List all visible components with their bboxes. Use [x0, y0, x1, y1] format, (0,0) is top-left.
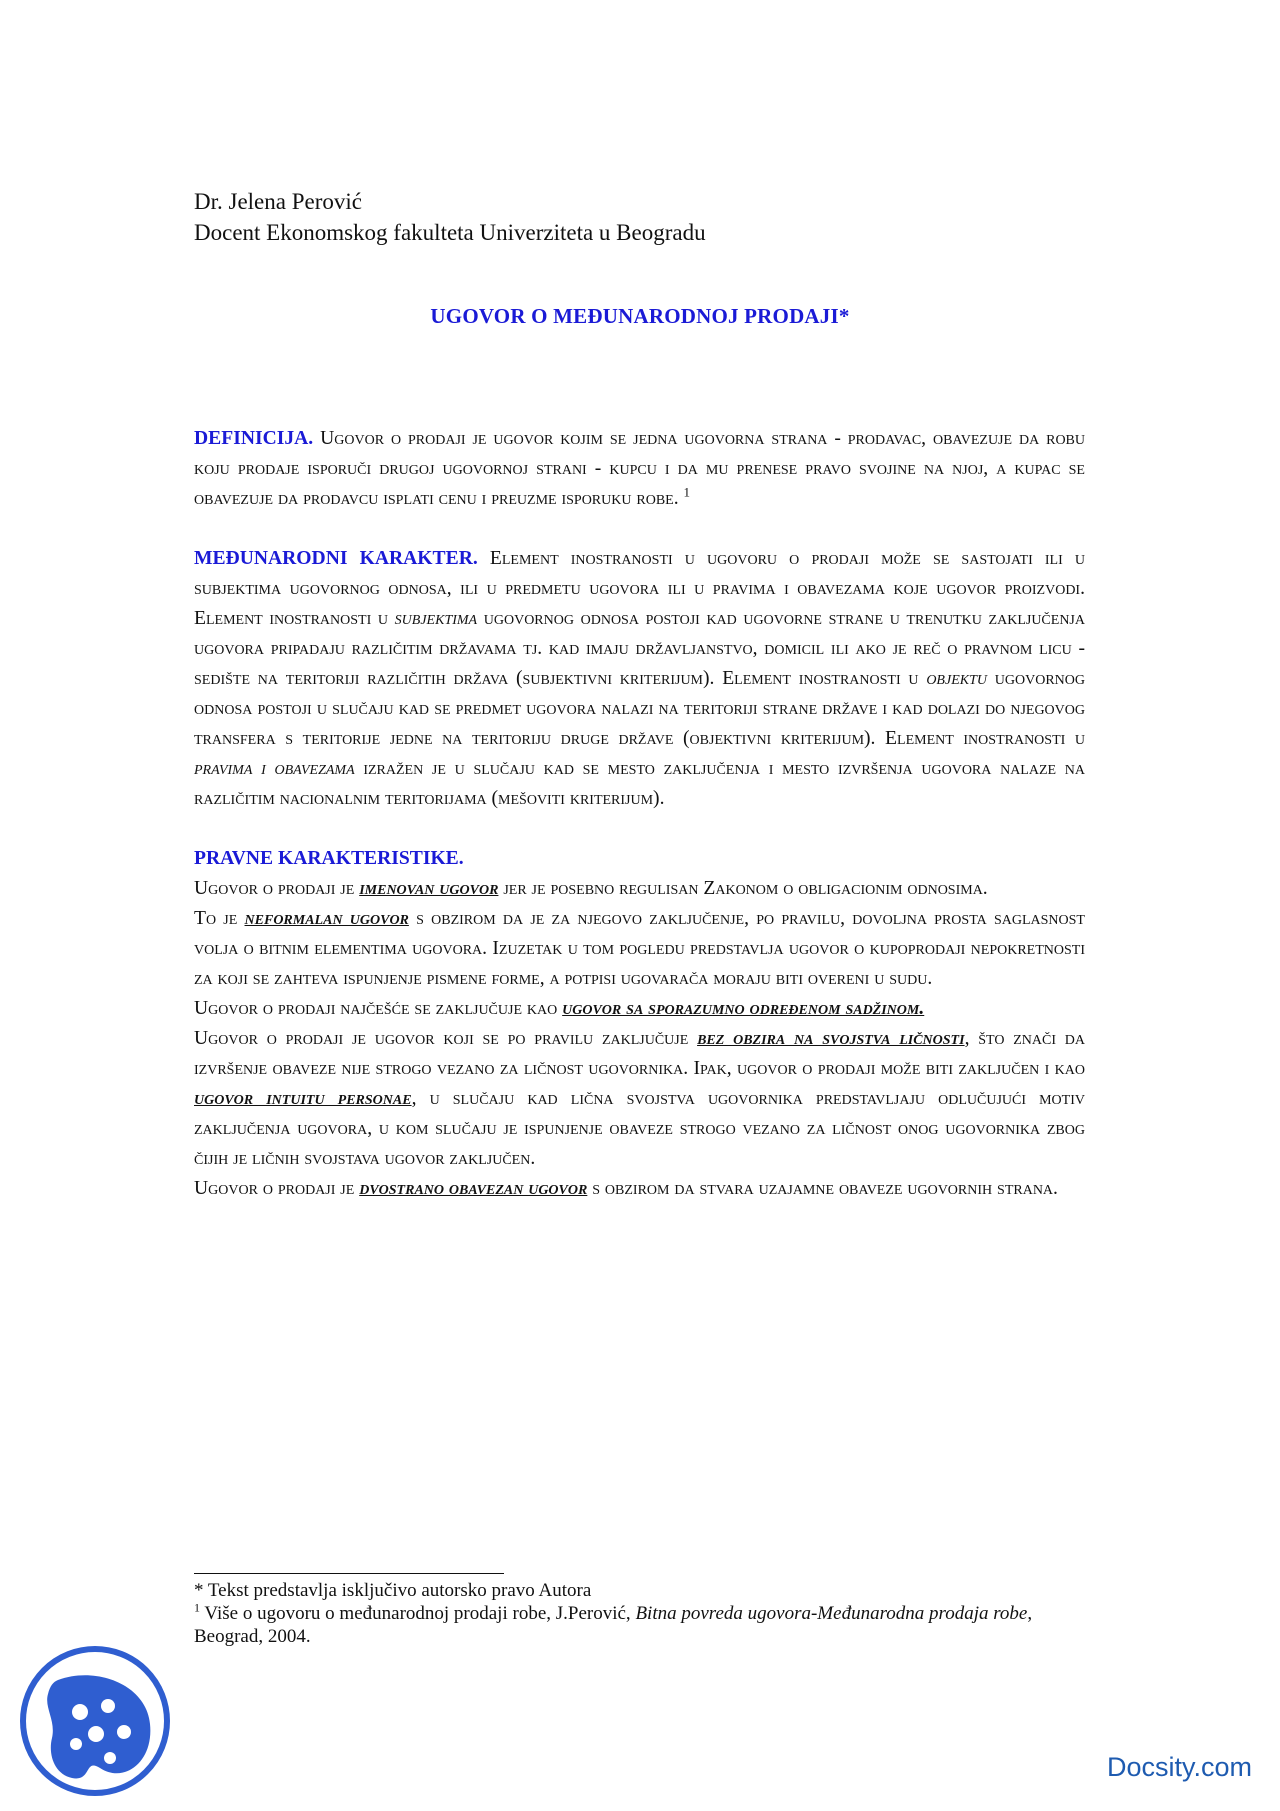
author-position: Docent Ekonomskog fakulteta Univerziteta u Beogradu [194, 220, 706, 245]
docsity-brand-link[interactable]: Docsity.com [1106, 1752, 1252, 1782]
author-name: Dr. Jelena Perović [194, 189, 362, 214]
pravne-p2-text-2: s obzirom da je za njegovo zaključenje, po pravilu, dovoljna prosta saglasnost volja o bitnim elementima ugovora. Izuzetak u tom pogledu predstavlja ugovor o kupoprodaji nepokretnosti za koji se zahteva ispunjenje pismene forme, a potpisi ugovarača moraju biti overeni u sudu. [194, 908, 1085, 989]
medjunarodni-emphasis-objektu: objektu [926, 668, 987, 689]
medjunarodni-text-2: ugovornog odnosa postoji kad ugovorne strane u trenutku zaključenja ugovora pripadaju različitim državama tj. kad imaju državljanstvo, domicil ili ako je reč o pravnom licu - sedište na teritoriji različitih država (subjektivni kriterijum). Element inostranosti u [194, 608, 1085, 689]
footnote-1-mark: 1 [194, 1600, 200, 1615]
term-imenovan-ugovor: imenovan ugovor [359, 878, 499, 899]
footnote-1-text: Više o ugovoru o međunarodnoj prodaji robe, J.Perović, [200, 1603, 636, 1624]
pravne-paragraph-2 [194, 904, 1085, 994]
pravne-p4-text-2: , što znači da izvršenje obaveze nije strogo vezano za ličnost ugovornika. Ipak, ugovor o prodaji može biti zaključen i kao [194, 1028, 1085, 1079]
footnote-1-end: , Beograd, 2004. [194, 1603, 1033, 1647]
term-intuitu-personae: ugovor intuitu personae [194, 1088, 412, 1109]
pravne-p5-text-2: s obzirom da stvara uzajamne obaveze ugovornih strana. [587, 1178, 1058, 1199]
footnote-1-italic: Bitna povreda ugovora-Međunarodna prodaja robe [635, 1603, 1028, 1624]
footnote-star: * Tekst predstavlja isključivo autorsko pravo Autora [194, 1580, 592, 1601]
document-body [194, 424, 1085, 1204]
term-bez-obzira: bez obzira na svojstva ličnosti [697, 1028, 965, 1049]
docsity-logo-icon [18, 1644, 172, 1798]
heading-pravne-text: PRAVNE KARAKTERISTIKE. [194, 848, 464, 869]
medjunarodni-emphasis-pravima: pravima i obavezama [194, 758, 355, 779]
medjunarodni-text-4: izražen je u slučaju kad se mesto zaključenja i mesto izvršenja ugovora nalaze na različitim nacionalnim teritorijama (mešoviti kriterijum). [194, 758, 1085, 809]
pravne-p5-text-1: Ugovor o prodaji je [194, 1178, 360, 1199]
pravne-paragraph-4 [194, 1024, 1085, 1174]
heading-pravne [194, 844, 1085, 874]
medjunarodni-text-3: ugovornog odnosa postoji u slučaju kad se predmet ugovora nalazi na teritoriji strane države i kad dolazi do njegovog transfera s teritorije jedne na teritoriju druge države (objektivni kriterijum). Element inostranosti u [194, 668, 1085, 749]
term-dvostrano-obavezan: dvostrano obavezan ugovor [359, 1178, 588, 1199]
heading-medjunarodni: MEĐUNARODNI KARAKTER. [194, 548, 478, 569]
document-title: UGOVOR O MEĐUNARODNOJ PRODAJI* [430, 304, 850, 328]
term-sporazumno-odredjenom: ugovor sa sporazumno određenom sadžinom. [562, 998, 925, 1019]
pravne-paragraph-1 [194, 874, 1085, 904]
pravne-p1-text-1: Ugovor o prodaji je [194, 878, 360, 899]
heading-definicija: DEFINICIJA. [194, 428, 314, 449]
pravne-p3-text-1: Ugovor o prodaji najčešće se zaključuje kao [194, 998, 563, 1019]
footnote-divider [194, 1573, 504, 1574]
pravne-paragraph-3 [194, 994, 1085, 1024]
pravne-p2-text-1: To je [194, 908, 245, 929]
term-neformalan-ugovor: neformalan ugovor [244, 908, 409, 929]
pravne-p4-text-1: Ugovor o prodaji je ugovor koji se po pravilu zaključuje [194, 1028, 698, 1049]
pravne-p4-text-3: , u slučaju kad lična svojstva ugovornika predstavljaju odlučujući motiv zaključenja ugovora, u kom slučaju je ispunjenje obaveze strogo vezano za ličnost onog ugovornika zbog čijih je ličnih svojstava ugovor zaključen. [194, 1088, 1085, 1169]
footnote-1 [194, 1602, 1094, 1648]
section-definicija [194, 424, 1085, 514]
pravne-paragraph-5 [194, 1174, 1085, 1204]
footnotes [194, 1579, 1094, 1648]
medjunarodni-emphasis-subjektima: subjektima [394, 608, 478, 629]
author-block [194, 186, 706, 248]
pravne-p1-text-2: jer je posebno regulisan Zakonom o obligacionim odnosima. [498, 878, 988, 899]
section-medjunarodni [194, 544, 1085, 814]
definicija-text: Ugovor o prodaji je ugovor kojim se jedna ugovorna strana - prodavac, obavezuje da robu koju prodaje isporuči drugoj ugovornoj strani - kupcu i da mu prenese pravo svojine na njoj, a kupac se obavezuje da prodavcu isplati cenu i preuzme isporuku robe. [194, 428, 1085, 509]
footnote-ref-1: 1 [683, 484, 691, 500]
section-pravne [194, 844, 1085, 1204]
medjunarodni-text-1: Element inostranosti u ugovoru o prodaji može se sastojati ili u subjektima ugovornog odnosa, ili u predmetu ugovora ili u pravima i obavezama koje ugovor proizvodi. Element inostranosti u [194, 548, 1086, 629]
